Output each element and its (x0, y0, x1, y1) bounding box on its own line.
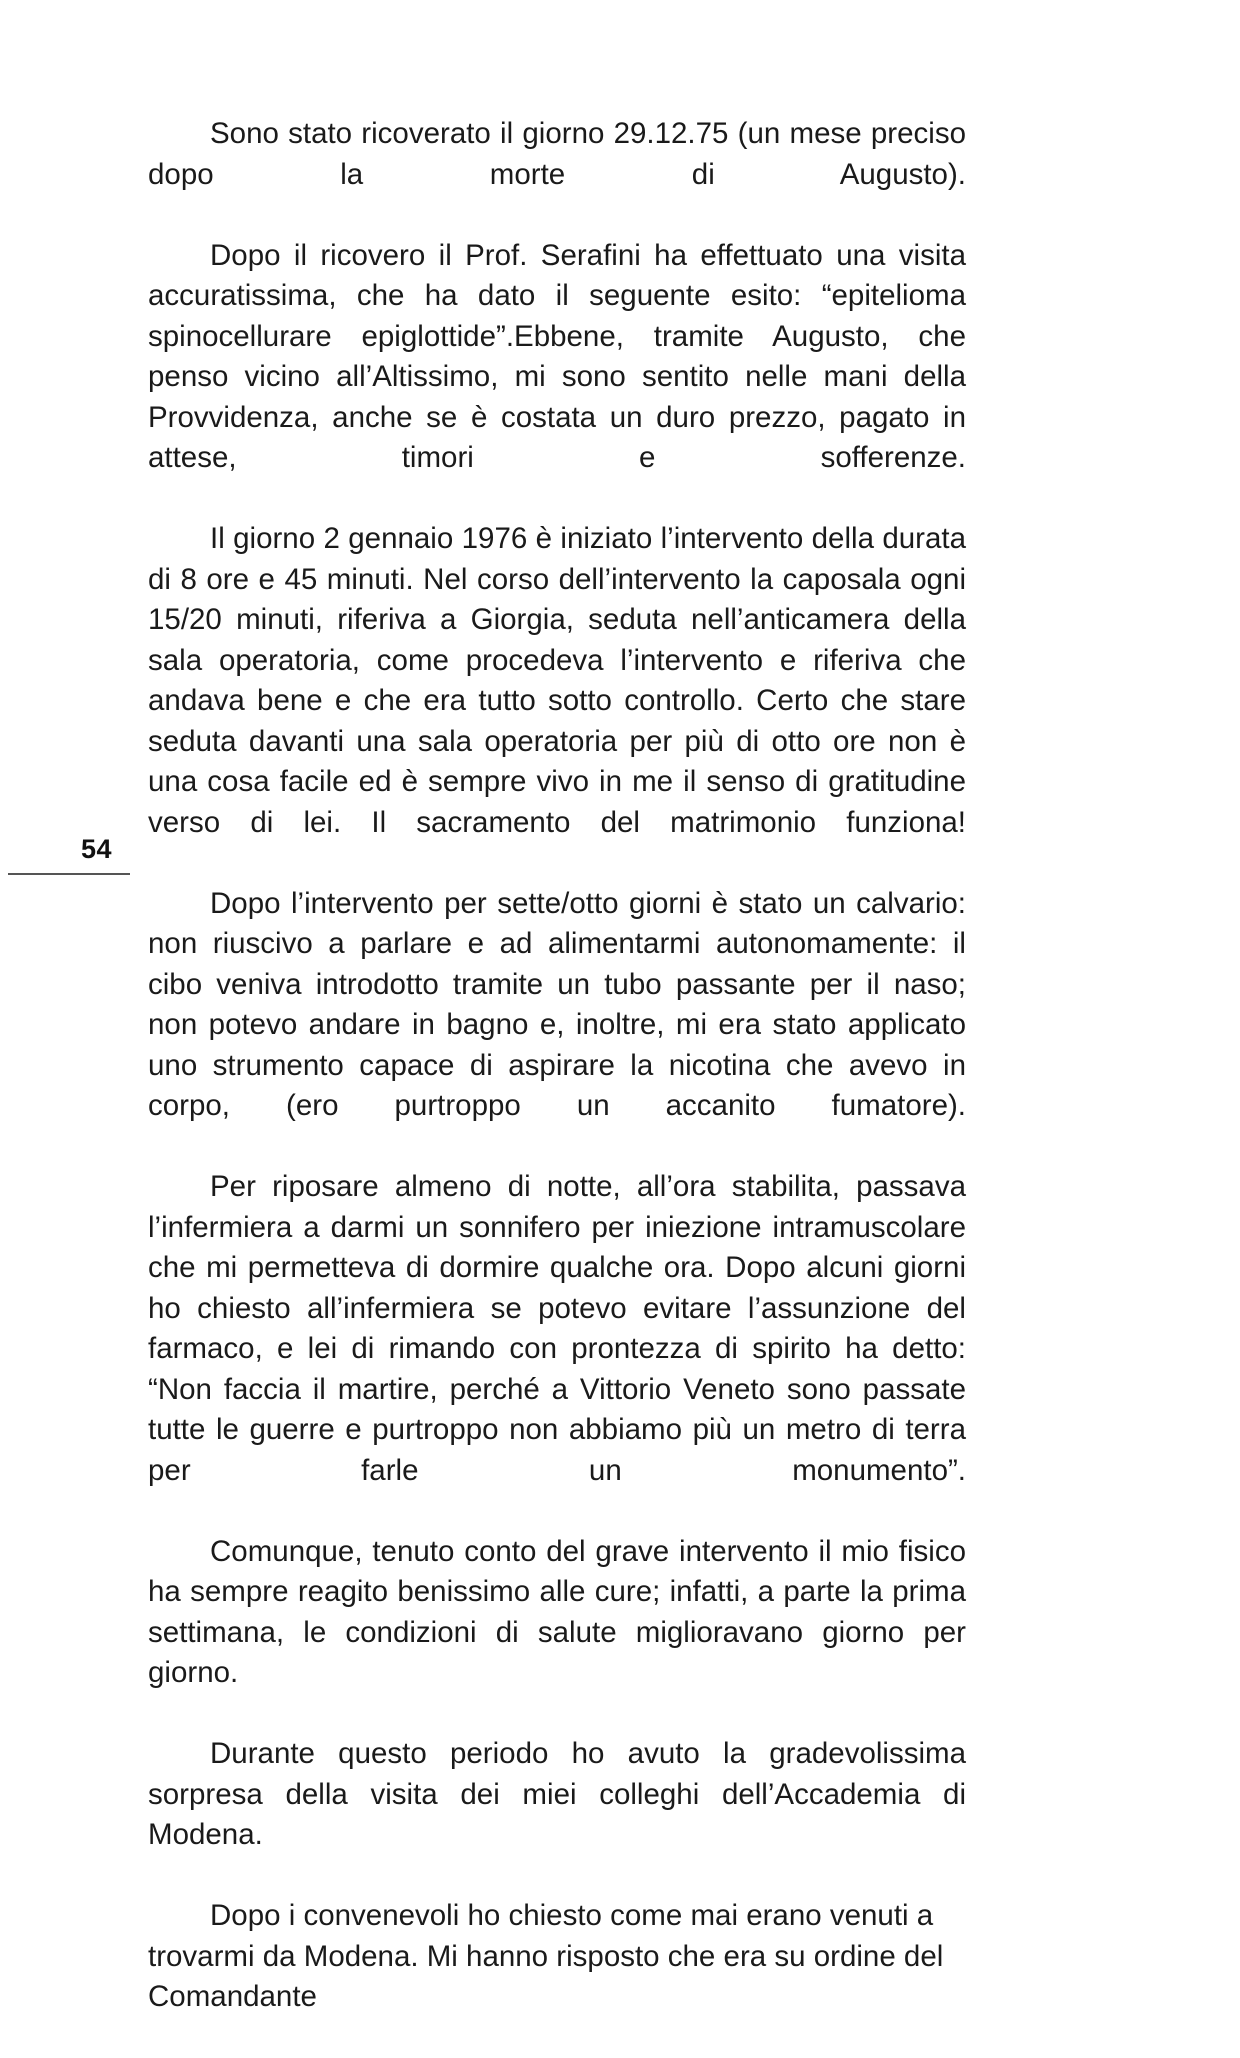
paragraph: Il giorno 2 gennaio 1976 è iniziato l’intervento della durata di 8 ore e 45 minuti. Nel corso dell’intervento la caposala ogni 15/20 minuti, riferiva a Giorgia, seduta nell’anticamera della sala operatoria, come procedeva l’intervento e riferiva che andava bene e che era tutto sotto controllo. Certo che stare seduta davanti una sala operatoria per più di otto ore non è una cosa facile ed è sempre vivo in me il senso di gratitudine verso di lei. Il sacramento del matrimonio funziona! (148, 522, 966, 839)
paragraph: Dopo l’intervento per sette/otto giorni è stato un calvario: non riuscivo a parlare e ad alimentarmi autonomamente: il cibo veniva introdotto tramite un tubo passante per il naso; non potevo andare in bagno e, inoltre, mi era stato applicato uno strumento capace di aspirare la nicotina che avevo in corpo, (ero purtroppo un accanito fumatore). (148, 886, 966, 1122)
paragraph: Sono stato ricoverato il giorno 29.12.75 (un mese preciso dopo la morte di Augusto). (148, 117, 966, 191)
body-text-column (148, 114, 966, 2058)
paragraph: Dopo i convenevoli ho chiesto come mai erano venuti a trovarmi da Modena. Mi hanno risposto che era su ordine del Comandante (148, 1899, 944, 2013)
paragraph: Per riposare almeno di notte, all’ora stabilita, passava l’infermiera a darmi un sonnifero per iniezione intramuscolare che mi permetteva di dormire qualche ora. Dopo alcuni giorni ho chiesto all’infermiera se potevo evitare l’assunzione del farmaco, e lei di rimando con prontezza di spirito ha detto: “Non faccia il martire, perché a Vittorio Veneto sono passate tutte le guerre e purtroppo non abbiamo più un metro di terra per farle un monumento”. (148, 1170, 966, 1487)
paragraph: Comunque, tenuto conto del grave intervento il mio fisico ha sempre reagito benissimo alle cure; infatti, a parte la prima settimana, le condizioni di salute miglioravano giorno per giorno. (148, 1534, 966, 1689)
paragraph: Durante questo periodo ho avuto la gradevolissima sorpresa della visita dei miei colleghi dell’Accademia di Modena. (148, 1737, 966, 1851)
page-folio (0, 836, 130, 875)
folio-divider (8, 873, 130, 875)
page-number: 54 (80, 834, 112, 864)
paragraph: Dopo il ricovero il Prof. Serafini ha effettuato una visita accuratissima, che ha dato il seguente esito: “epitelioma spinocellurare epiglottide”.Ebbene, tramite Augusto, che penso vicino all’Altissimo, mi sono sentito nelle mani della Provvidenza, anche se è costata un duro prezzo, pagato in attese, timori e sofferenze. (148, 238, 966, 474)
